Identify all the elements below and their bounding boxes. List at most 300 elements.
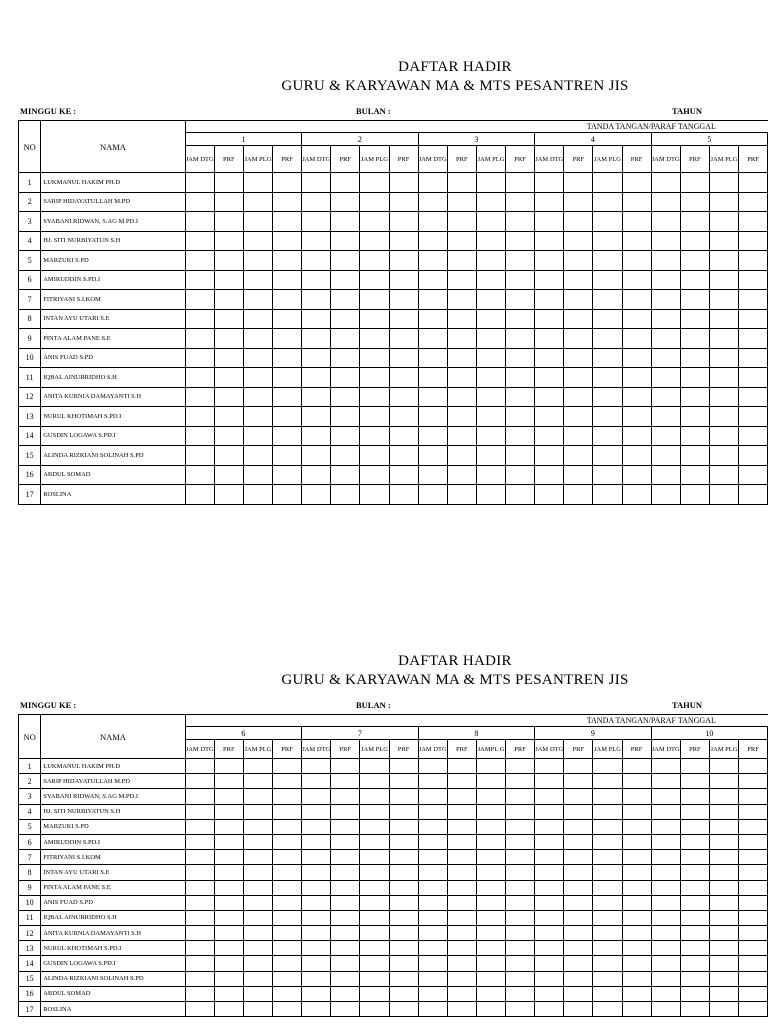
paraf-cell[interactable] [622, 986, 651, 1001]
paraf-cell[interactable] [214, 865, 243, 880]
time-cell[interactable] [535, 865, 564, 880]
time-cell[interactable] [302, 804, 331, 819]
time-cell[interactable] [243, 971, 272, 986]
paraf-cell[interactable] [680, 865, 709, 880]
paraf-cell[interactable] [389, 348, 418, 368]
time-cell[interactable] [418, 759, 447, 774]
paraf-cell[interactable] [214, 348, 243, 368]
paraf-cell[interactable] [680, 387, 709, 407]
time-cell[interactable] [709, 290, 738, 310]
time-cell[interactable] [360, 926, 389, 941]
time-cell[interactable] [185, 1002, 214, 1017]
paraf-cell[interactable] [680, 290, 709, 310]
paraf-cell[interactable] [331, 956, 360, 971]
time-cell[interactable] [185, 759, 214, 774]
paraf-cell[interactable] [564, 309, 593, 329]
time-cell[interactable] [360, 956, 389, 971]
paraf-cell[interactable] [506, 407, 535, 427]
paraf-cell[interactable] [622, 368, 651, 388]
time-cell[interactable] [418, 212, 447, 232]
paraf-cell[interactable] [389, 895, 418, 910]
time-cell[interactable] [185, 426, 214, 446]
time-cell[interactable] [709, 309, 738, 329]
paraf-cell[interactable] [273, 270, 302, 290]
paraf-cell[interactable] [506, 251, 535, 271]
paraf-cell[interactable] [331, 465, 360, 485]
time-cell[interactable] [593, 192, 622, 212]
paraf-cell[interactable] [680, 850, 709, 865]
paraf-cell[interactable] [389, 850, 418, 865]
time-cell[interactable] [360, 368, 389, 388]
paraf-cell[interactable] [622, 804, 651, 819]
time-cell[interactable] [302, 368, 331, 388]
paraf-cell[interactable] [273, 426, 302, 446]
paraf-cell[interactable] [680, 895, 709, 910]
paraf-cell[interactable] [622, 956, 651, 971]
paraf-cell[interactable] [331, 895, 360, 910]
time-cell[interactable] [593, 251, 622, 271]
time-cell[interactable] [418, 387, 447, 407]
paraf-cell[interactable] [214, 956, 243, 971]
paraf-cell[interactable] [680, 329, 709, 349]
time-cell[interactable] [709, 485, 738, 505]
paraf-cell[interactable] [273, 329, 302, 349]
time-cell[interactable] [651, 865, 680, 880]
paraf-cell[interactable] [622, 485, 651, 505]
paraf-cell[interactable] [214, 485, 243, 505]
paraf-cell[interactable] [389, 956, 418, 971]
time-cell[interactable] [185, 348, 214, 368]
time-cell[interactable] [418, 774, 447, 789]
paraf-cell[interactable] [389, 789, 418, 804]
time-cell[interactable] [302, 485, 331, 505]
time-cell[interactable] [418, 485, 447, 505]
paraf-cell[interactable] [389, 192, 418, 212]
time-cell[interactable] [185, 251, 214, 271]
time-cell[interactable] [535, 789, 564, 804]
time-cell[interactable] [651, 819, 680, 834]
time-cell[interactable] [709, 465, 738, 485]
time-cell[interactable] [651, 850, 680, 865]
paraf-cell[interactable] [331, 348, 360, 368]
time-cell[interactable] [243, 368, 272, 388]
time-cell[interactable] [360, 348, 389, 368]
paraf-cell[interactable] [214, 368, 243, 388]
paraf-cell[interactable] [739, 774, 768, 789]
paraf-cell[interactable] [680, 465, 709, 485]
paraf-cell[interactable] [564, 971, 593, 986]
paraf-cell[interactable] [680, 231, 709, 251]
time-cell[interactable] [243, 173, 272, 193]
paraf-cell[interactable] [331, 865, 360, 880]
paraf-cell[interactable] [739, 407, 768, 427]
paraf-cell[interactable] [739, 789, 768, 804]
time-cell[interactable] [243, 986, 272, 1001]
time-cell[interactable] [243, 212, 272, 232]
time-cell[interactable] [593, 1002, 622, 1017]
time-cell[interactable] [535, 387, 564, 407]
paraf-cell[interactable] [680, 192, 709, 212]
time-cell[interactable] [302, 387, 331, 407]
time-cell[interactable] [418, 926, 447, 941]
paraf-cell[interactable] [739, 819, 768, 834]
paraf-cell[interactable] [506, 231, 535, 251]
paraf-cell[interactable] [273, 251, 302, 271]
paraf-cell[interactable] [331, 329, 360, 349]
paraf-cell[interactable] [739, 804, 768, 819]
time-cell[interactable] [476, 329, 505, 349]
paraf-cell[interactable] [680, 774, 709, 789]
paraf-cell[interactable] [506, 465, 535, 485]
time-cell[interactable] [418, 407, 447, 427]
time-cell[interactable] [651, 368, 680, 388]
time-cell[interactable] [185, 774, 214, 789]
time-cell[interactable] [360, 774, 389, 789]
paraf-cell[interactable] [564, 1002, 593, 1017]
time-cell[interactable] [360, 309, 389, 329]
paraf-cell[interactable] [447, 834, 476, 849]
paraf-cell[interactable] [331, 426, 360, 446]
paraf-cell[interactable] [331, 251, 360, 271]
time-cell[interactable] [360, 290, 389, 310]
paraf-cell[interactable] [331, 986, 360, 1001]
time-cell[interactable] [243, 850, 272, 865]
paraf-cell[interactable] [564, 834, 593, 849]
time-cell[interactable] [651, 834, 680, 849]
paraf-cell[interactable] [389, 759, 418, 774]
time-cell[interactable] [651, 309, 680, 329]
time-cell[interactable] [593, 819, 622, 834]
time-cell[interactable] [243, 759, 272, 774]
time-cell[interactable] [243, 407, 272, 427]
time-cell[interactable] [651, 971, 680, 986]
time-cell[interactable] [185, 192, 214, 212]
paraf-cell[interactable] [622, 446, 651, 466]
time-cell[interactable] [476, 231, 505, 251]
time-cell[interactable] [185, 895, 214, 910]
time-cell[interactable] [593, 941, 622, 956]
time-cell[interactable] [651, 426, 680, 446]
paraf-cell[interactable] [214, 173, 243, 193]
paraf-cell[interactable] [447, 251, 476, 271]
time-cell[interactable] [535, 251, 564, 271]
paraf-cell[interactable] [447, 910, 476, 925]
time-cell[interactable] [243, 192, 272, 212]
time-cell[interactable] [243, 804, 272, 819]
time-cell[interactable] [302, 759, 331, 774]
paraf-cell[interactable] [739, 290, 768, 310]
paraf-cell[interactable] [564, 465, 593, 485]
time-cell[interactable] [476, 485, 505, 505]
time-cell[interactable] [709, 192, 738, 212]
paraf-cell[interactable] [214, 290, 243, 310]
time-cell[interactable] [418, 348, 447, 368]
time-cell[interactable] [709, 865, 738, 880]
paraf-cell[interactable] [273, 865, 302, 880]
time-cell[interactable] [185, 231, 214, 251]
paraf-cell[interactable] [564, 485, 593, 505]
paraf-cell[interactable] [739, 986, 768, 1001]
paraf-cell[interactable] [680, 986, 709, 1001]
paraf-cell[interactable] [273, 759, 302, 774]
paraf-cell[interactable] [273, 485, 302, 505]
paraf-cell[interactable] [680, 834, 709, 849]
time-cell[interactable] [476, 387, 505, 407]
time-cell[interactable] [418, 1002, 447, 1017]
paraf-cell[interactable] [739, 910, 768, 925]
paraf-cell[interactable] [622, 850, 651, 865]
time-cell[interactable] [243, 348, 272, 368]
time-cell[interactable] [243, 865, 272, 880]
paraf-cell[interactable] [506, 941, 535, 956]
time-cell[interactable] [709, 173, 738, 193]
time-cell[interactable] [709, 759, 738, 774]
time-cell[interactable] [476, 1002, 505, 1017]
time-cell[interactable] [185, 387, 214, 407]
time-cell[interactable] [185, 850, 214, 865]
paraf-cell[interactable] [273, 173, 302, 193]
time-cell[interactable] [360, 387, 389, 407]
time-cell[interactable] [418, 941, 447, 956]
time-cell[interactable] [302, 834, 331, 849]
paraf-cell[interactable] [214, 192, 243, 212]
paraf-cell[interactable] [389, 485, 418, 505]
time-cell[interactable] [593, 426, 622, 446]
time-cell[interactable] [709, 789, 738, 804]
paraf-cell[interactable] [680, 1002, 709, 1017]
time-cell[interactable] [651, 1002, 680, 1017]
time-cell[interactable] [302, 926, 331, 941]
paraf-cell[interactable] [739, 387, 768, 407]
time-cell[interactable] [651, 789, 680, 804]
time-cell[interactable] [593, 368, 622, 388]
time-cell[interactable] [302, 895, 331, 910]
time-cell[interactable] [593, 290, 622, 310]
paraf-cell[interactable] [447, 309, 476, 329]
time-cell[interactable] [360, 192, 389, 212]
time-cell[interactable] [185, 407, 214, 427]
paraf-cell[interactable] [622, 251, 651, 271]
time-cell[interactable] [593, 407, 622, 427]
paraf-cell[interactable] [506, 212, 535, 232]
paraf-cell[interactable] [506, 774, 535, 789]
paraf-cell[interactable] [331, 231, 360, 251]
paraf-cell[interactable] [680, 212, 709, 232]
paraf-cell[interactable] [331, 774, 360, 789]
time-cell[interactable] [535, 819, 564, 834]
paraf-cell[interactable] [564, 270, 593, 290]
time-cell[interactable] [593, 834, 622, 849]
paraf-cell[interactable] [739, 173, 768, 193]
paraf-cell[interactable] [680, 789, 709, 804]
paraf-cell[interactable] [680, 251, 709, 271]
time-cell[interactable] [709, 956, 738, 971]
paraf-cell[interactable] [447, 387, 476, 407]
paraf-cell[interactable] [214, 910, 243, 925]
time-cell[interactable] [302, 956, 331, 971]
time-cell[interactable] [302, 407, 331, 427]
time-cell[interactable] [418, 173, 447, 193]
paraf-cell[interactable] [447, 865, 476, 880]
time-cell[interactable] [593, 986, 622, 1001]
time-cell[interactable] [302, 173, 331, 193]
paraf-cell[interactable] [214, 819, 243, 834]
paraf-cell[interactable] [564, 865, 593, 880]
paraf-cell[interactable] [564, 789, 593, 804]
time-cell[interactable] [535, 426, 564, 446]
time-cell[interactable] [243, 956, 272, 971]
time-cell[interactable] [651, 926, 680, 941]
paraf-cell[interactable] [389, 329, 418, 349]
time-cell[interactable] [360, 804, 389, 819]
paraf-cell[interactable] [622, 309, 651, 329]
time-cell[interactable] [418, 251, 447, 271]
paraf-cell[interactable] [331, 387, 360, 407]
time-cell[interactable] [476, 910, 505, 925]
time-cell[interactable] [360, 407, 389, 427]
time-cell[interactable] [185, 465, 214, 485]
time-cell[interactable] [535, 485, 564, 505]
paraf-cell[interactable] [564, 426, 593, 446]
time-cell[interactable] [709, 446, 738, 466]
paraf-cell[interactable] [273, 774, 302, 789]
paraf-cell[interactable] [739, 971, 768, 986]
time-cell[interactable] [360, 251, 389, 271]
time-cell[interactable] [476, 407, 505, 427]
paraf-cell[interactable] [680, 880, 709, 895]
paraf-cell[interactable] [506, 850, 535, 865]
time-cell[interactable] [709, 348, 738, 368]
paraf-cell[interactable] [331, 941, 360, 956]
time-cell[interactable] [302, 819, 331, 834]
paraf-cell[interactable] [214, 926, 243, 941]
time-cell[interactable] [418, 368, 447, 388]
time-cell[interactable] [476, 251, 505, 271]
time-cell[interactable] [302, 789, 331, 804]
time-cell[interactable] [651, 895, 680, 910]
paraf-cell[interactable] [622, 789, 651, 804]
time-cell[interactable] [360, 231, 389, 251]
time-cell[interactable] [302, 426, 331, 446]
paraf-cell[interactable] [622, 212, 651, 232]
time-cell[interactable] [476, 446, 505, 466]
time-cell[interactable] [709, 1002, 738, 1017]
time-cell[interactable] [651, 290, 680, 310]
time-cell[interactable] [243, 270, 272, 290]
paraf-cell[interactable] [564, 446, 593, 466]
paraf-cell[interactable] [447, 485, 476, 505]
paraf-cell[interactable] [389, 407, 418, 427]
time-cell[interactable] [418, 270, 447, 290]
paraf-cell[interactable] [564, 956, 593, 971]
time-cell[interactable] [302, 290, 331, 310]
paraf-cell[interactable] [739, 865, 768, 880]
time-cell[interactable] [476, 290, 505, 310]
paraf-cell[interactable] [389, 426, 418, 446]
time-cell[interactable] [243, 895, 272, 910]
time-cell[interactable] [302, 1002, 331, 1017]
paraf-cell[interactable] [273, 834, 302, 849]
paraf-cell[interactable] [331, 834, 360, 849]
time-cell[interactable] [185, 956, 214, 971]
time-cell[interactable] [185, 941, 214, 956]
paraf-cell[interactable] [389, 834, 418, 849]
paraf-cell[interactable] [389, 926, 418, 941]
time-cell[interactable] [360, 880, 389, 895]
paraf-cell[interactable] [622, 329, 651, 349]
time-cell[interactable] [302, 251, 331, 271]
paraf-cell[interactable] [331, 804, 360, 819]
paraf-cell[interactable] [273, 971, 302, 986]
paraf-cell[interactable] [273, 309, 302, 329]
time-cell[interactable] [593, 446, 622, 466]
time-cell[interactable] [535, 192, 564, 212]
time-cell[interactable] [593, 485, 622, 505]
time-cell[interactable] [593, 880, 622, 895]
paraf-cell[interactable] [622, 407, 651, 427]
time-cell[interactable] [535, 759, 564, 774]
paraf-cell[interactable] [389, 270, 418, 290]
time-cell[interactable] [418, 910, 447, 925]
time-cell[interactable] [476, 774, 505, 789]
paraf-cell[interactable] [331, 446, 360, 466]
time-cell[interactable] [651, 956, 680, 971]
paraf-cell[interactable] [331, 407, 360, 427]
paraf-cell[interactable] [389, 231, 418, 251]
paraf-cell[interactable] [739, 251, 768, 271]
paraf-cell[interactable] [447, 774, 476, 789]
paraf-cell[interactable] [389, 387, 418, 407]
time-cell[interactable] [709, 426, 738, 446]
time-cell[interactable] [418, 426, 447, 446]
paraf-cell[interactable] [564, 231, 593, 251]
time-cell[interactable] [360, 834, 389, 849]
paraf-cell[interactable] [447, 465, 476, 485]
paraf-cell[interactable] [506, 192, 535, 212]
time-cell[interactable] [535, 956, 564, 971]
paraf-cell[interactable] [622, 865, 651, 880]
paraf-cell[interactable] [622, 759, 651, 774]
paraf-cell[interactable] [622, 192, 651, 212]
paraf-cell[interactable] [331, 270, 360, 290]
time-cell[interactable] [302, 446, 331, 466]
time-cell[interactable] [302, 231, 331, 251]
time-cell[interactable] [593, 865, 622, 880]
time-cell[interactable] [185, 446, 214, 466]
time-cell[interactable] [418, 789, 447, 804]
paraf-cell[interactable] [447, 850, 476, 865]
time-cell[interactable] [418, 329, 447, 349]
paraf-cell[interactable] [331, 926, 360, 941]
time-cell[interactable] [476, 986, 505, 1001]
paraf-cell[interactable] [622, 895, 651, 910]
time-cell[interactable] [535, 368, 564, 388]
time-cell[interactable] [243, 446, 272, 466]
paraf-cell[interactable] [739, 192, 768, 212]
time-cell[interactable] [476, 926, 505, 941]
paraf-cell[interactable] [622, 910, 651, 925]
time-cell[interactable] [709, 910, 738, 925]
time-cell[interactable] [535, 971, 564, 986]
time-cell[interactable] [302, 971, 331, 986]
time-cell[interactable] [360, 986, 389, 1001]
paraf-cell[interactable] [389, 309, 418, 329]
paraf-cell[interactable] [506, 329, 535, 349]
time-cell[interactable] [651, 465, 680, 485]
paraf-cell[interactable] [739, 759, 768, 774]
time-cell[interactable] [651, 192, 680, 212]
paraf-cell[interactable] [273, 368, 302, 388]
